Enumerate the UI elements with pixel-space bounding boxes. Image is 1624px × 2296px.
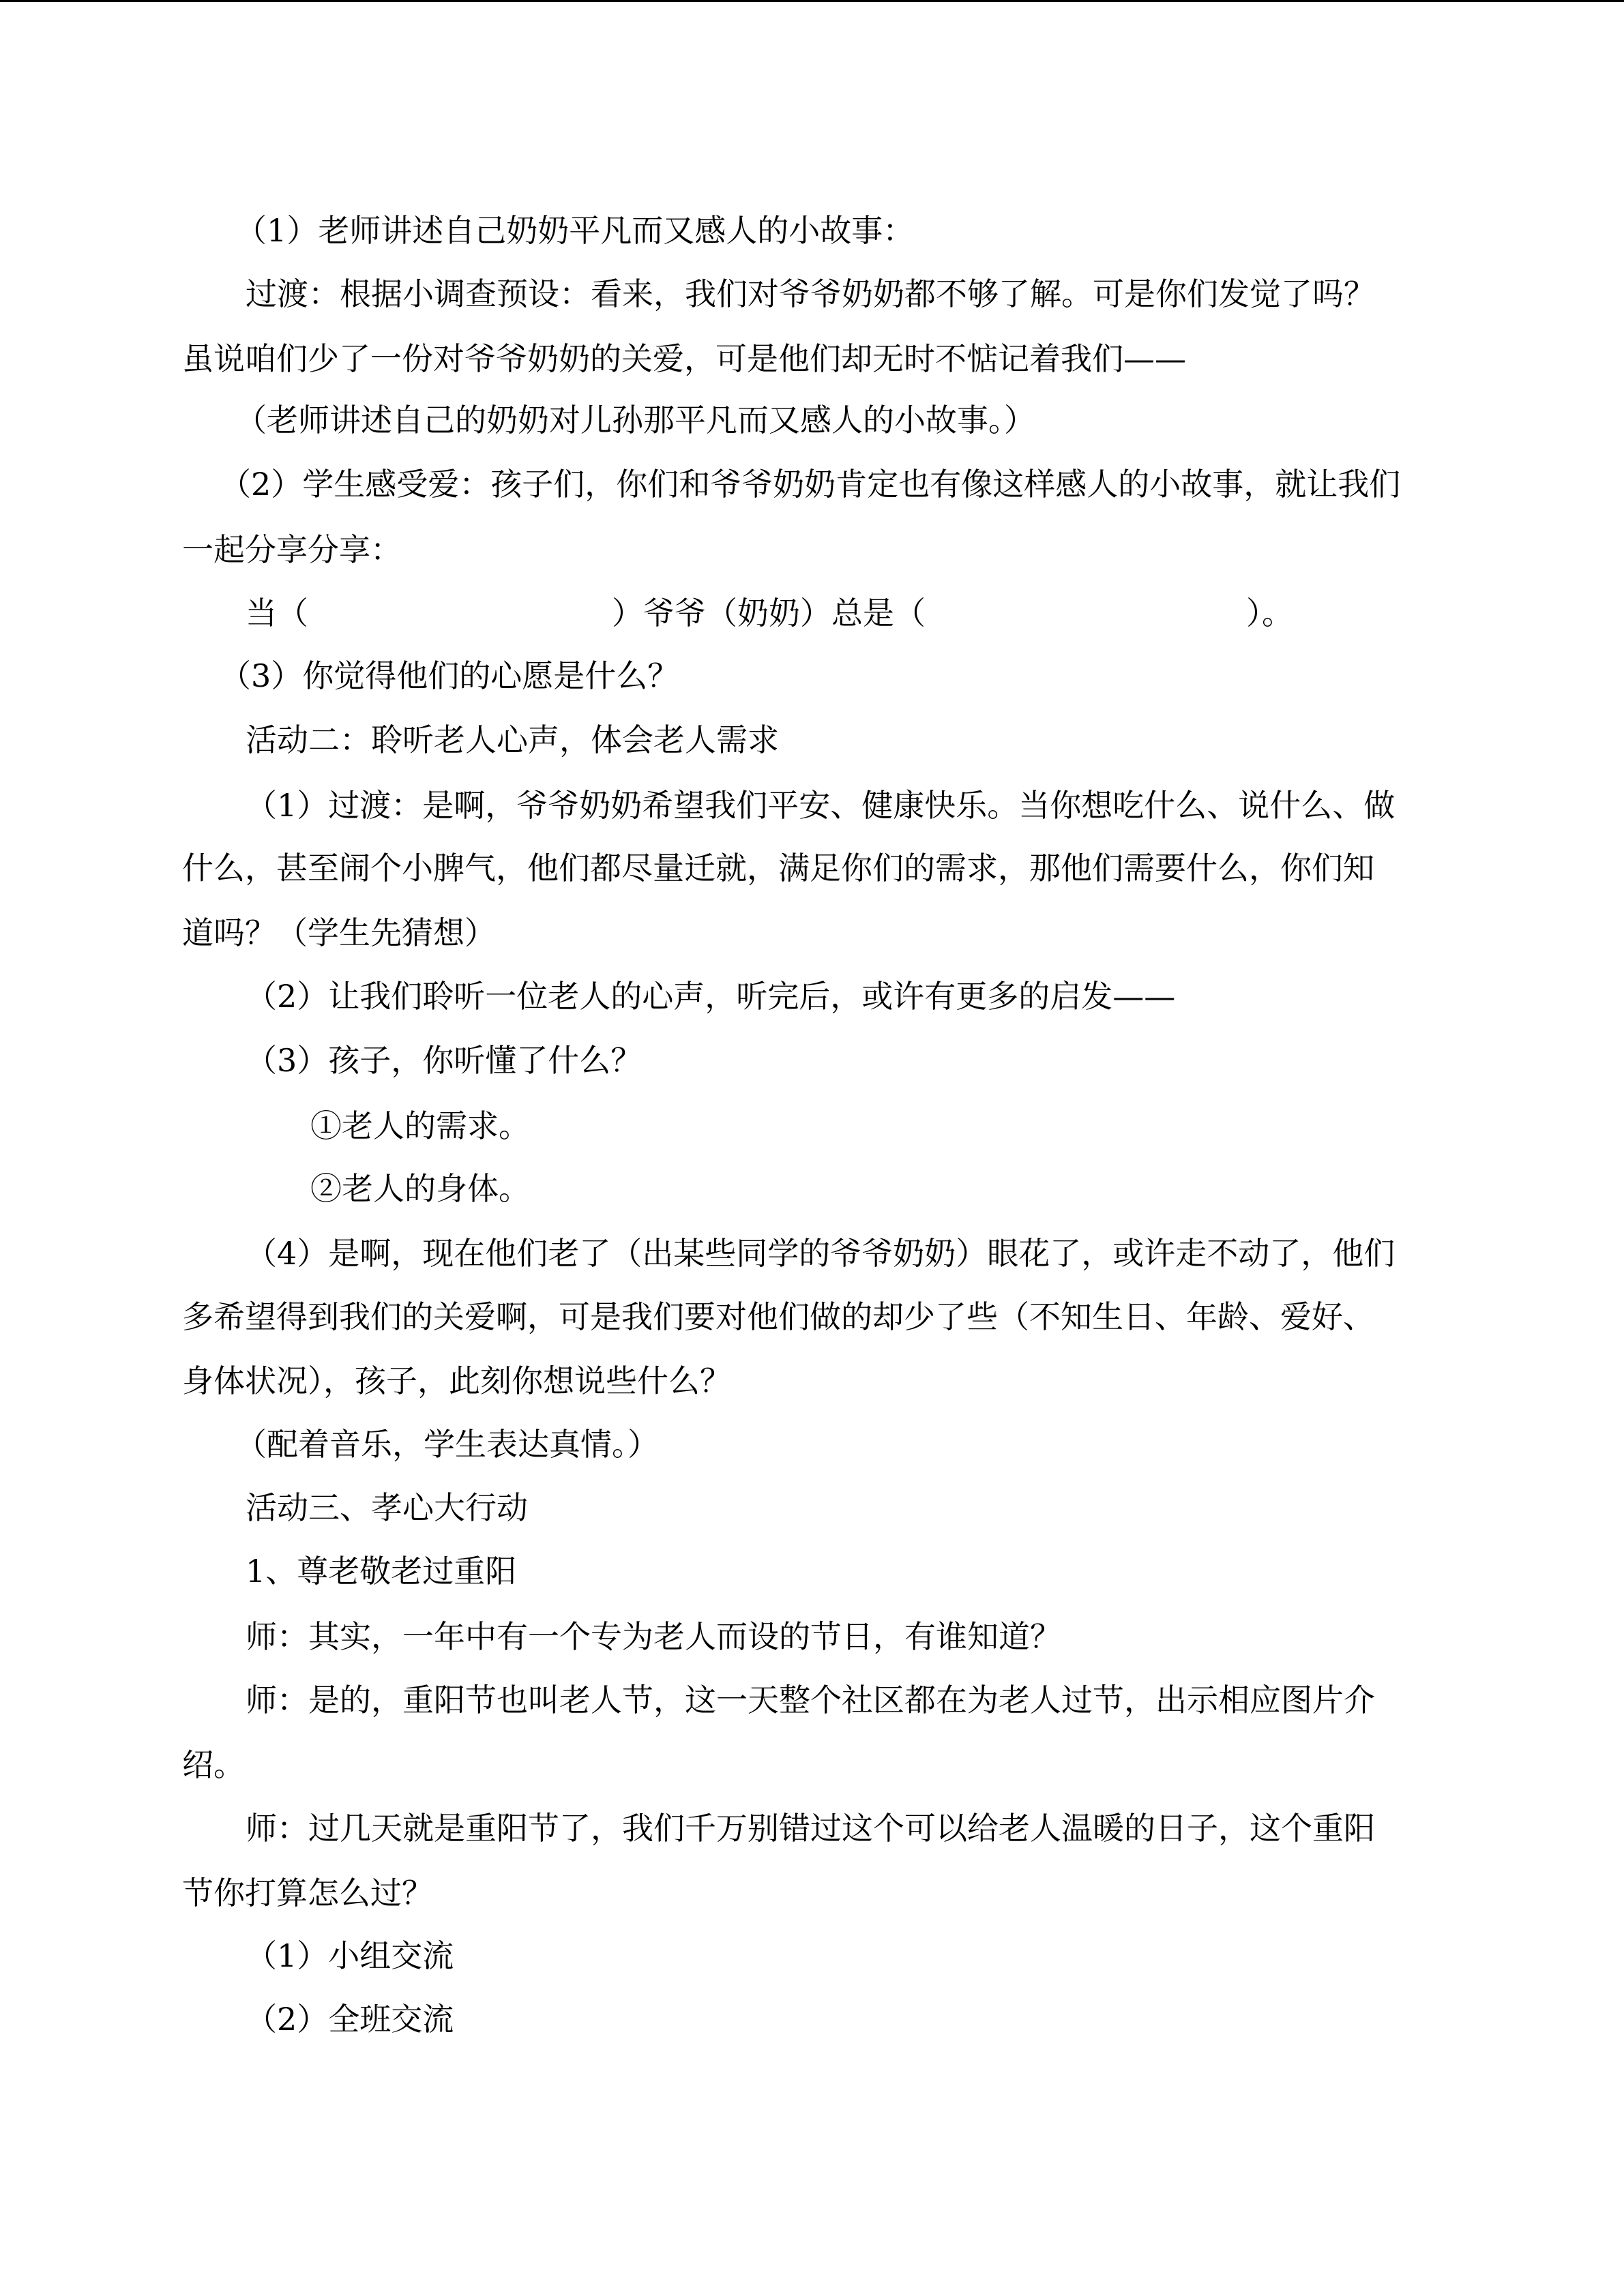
text-line: 虽说咱们少了一份对爷爷奶奶的关爱，可是他们却无时不惦记着我们—— [182, 340, 1186, 377]
text-line: 节你打算怎么过？ [182, 1875, 433, 1911]
fill-in-middle: ）爷爷（奶奶）总是（ [612, 595, 926, 631]
text-line: （1）老师讲述自己奶奶平凡而又感人的小故事： [235, 212, 915, 249]
text-line: 道吗？（学生先猜想） [182, 914, 496, 951]
section-heading: 活动二：聆听老人心声，体会老人需求 [246, 721, 779, 758]
text-line: 1、尊老敬老过重阳 [246, 1553, 517, 1590]
fill-in-prefix: 当（ [246, 595, 308, 631]
text-line: （配着音乐，学生表达真情。） [235, 1426, 659, 1463]
text-line: （2）学生感受爱：孩子们，你们和爷爷奶奶肯定也有像这样感人的小故事，就让我们 [220, 466, 1401, 503]
section-heading: 活动三、孝心大行动 [246, 1489, 528, 1526]
text-line: 一起分享分享： [182, 531, 402, 568]
text-line: 师：是的，重阳节也叫老人节，这一天整个社区都在为老人过节，出示相应图片介 [246, 1682, 1375, 1718]
text-line: ①老人的需求。 [310, 1107, 530, 1144]
text-line: （4）是啊，现在他们老了（出某些同学的爷爷奶奶）眼花了，或许走不动了，他们 [246, 1235, 1396, 1272]
text-line: 师：其实，一年中有一个专为老人而设的节日，有谁知道？ [246, 1618, 1061, 1655]
text-line: （1）小组交流 [246, 1937, 454, 1974]
fill-in-line [246, 593, 1293, 633]
text-line: （3）孩子，你听懂了什么？ [246, 1042, 643, 1079]
text-line: 多希望得到我们的关爱啊，可是我们要对他们做的却少了些（不知生日、年龄、爱好、 [182, 1298, 1374, 1335]
text-line: ②老人的身体。 [310, 1170, 530, 1207]
text-line: 绍。 [182, 1746, 245, 1783]
text-line: 什么，甚至闹个小脾气，他们都尽量迁就，满足你们的需求，那他们需要什么，你们知 [182, 850, 1374, 886]
text-line: （2）全班交流 [246, 2001, 454, 2038]
text-line: （老师讲述自己的奶奶对儿孙那平凡而又感人的小故事。） [235, 402, 1035, 438]
text-line: （2）让我们聆听一位老人的心声，听完后，或许有更多的启发—— [246, 978, 1176, 1015]
text-line: 师：过几天就是重阳节了，我们千万别错过这个可以给老人温暖的日子，这个重阳 [246, 1810, 1375, 1847]
fill-in-suffix: ）。 [1246, 595, 1293, 631]
text-line: 过渡：根据小调查预设：看来，我们对爷爷奶奶都不够了解。可是你们发觉了吗？ [246, 275, 1375, 312]
text-line: （3）你觉得他们的心愿是什么？ [220, 657, 679, 694]
text-line: 身体状况），孩子，此刻你想说些什么？ [182, 1362, 731, 1399]
text-line: （1）过渡：是啊，爷爷奶奶希望我们平安、健康快乐。当你想吃什么、说什么、做 [246, 787, 1396, 824]
